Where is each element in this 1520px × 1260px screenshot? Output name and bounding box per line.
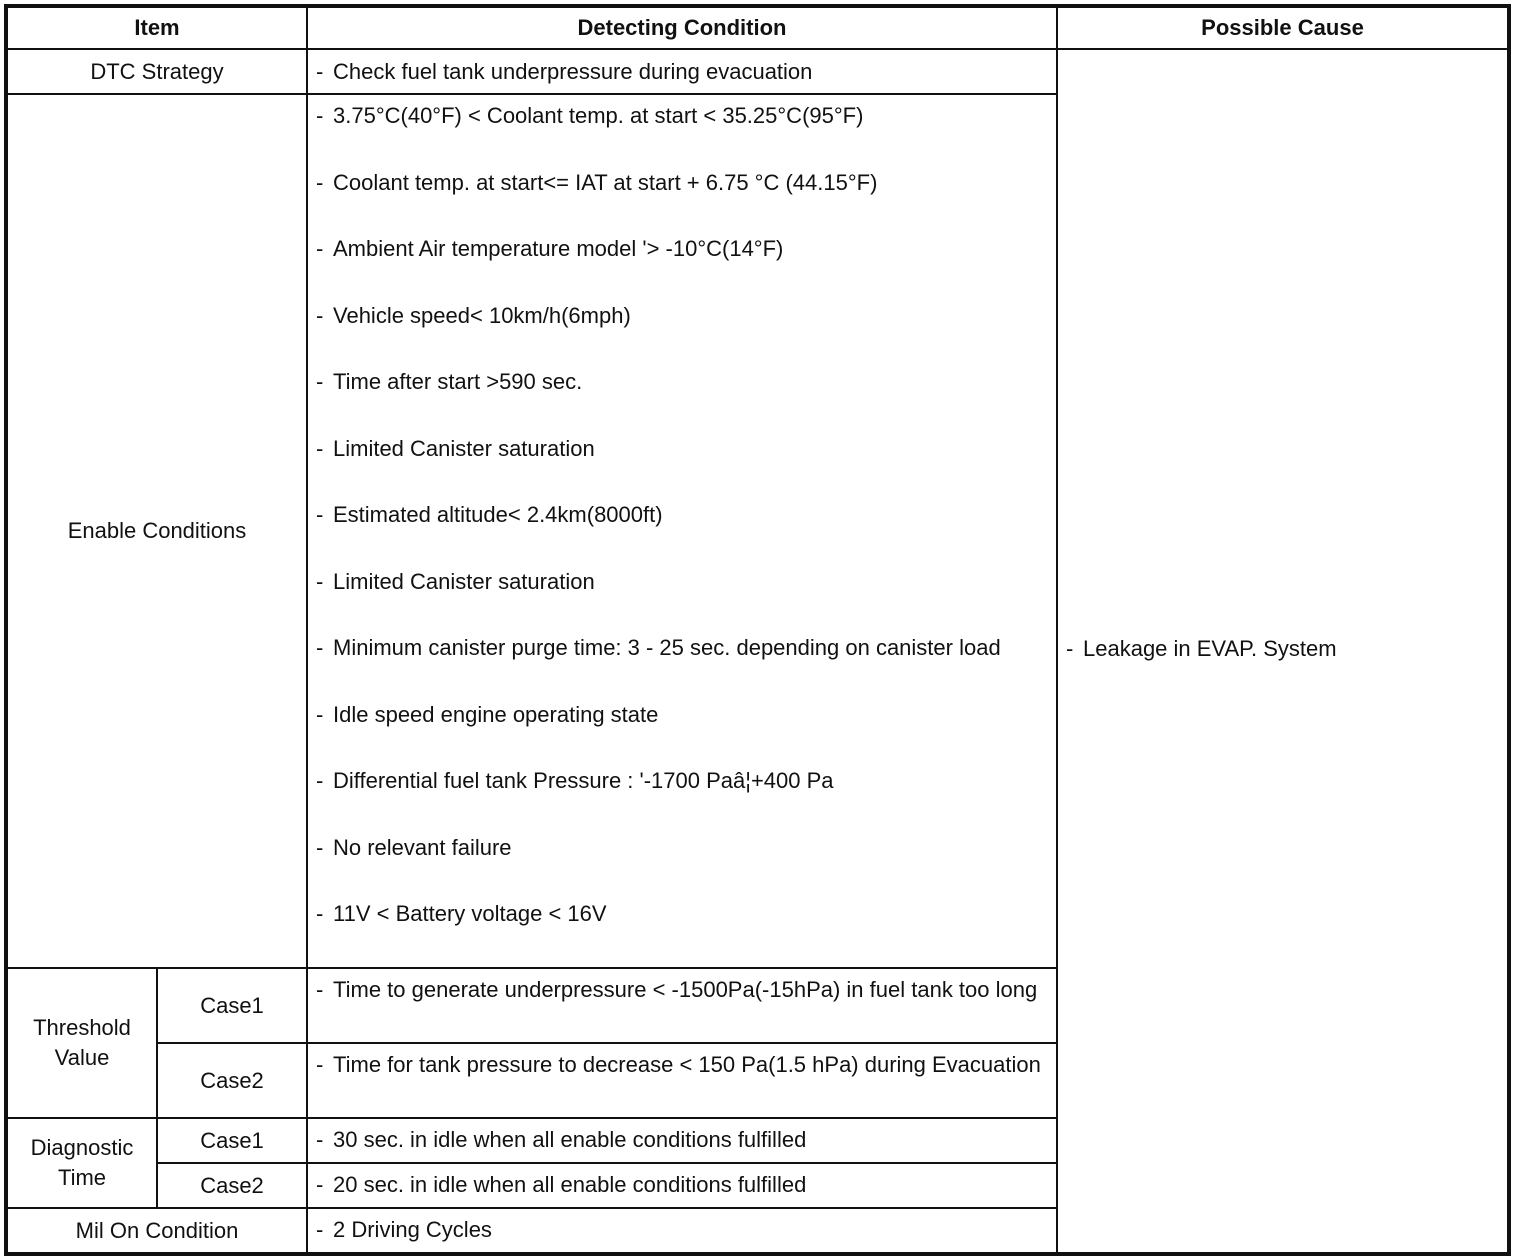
list-item: - No relevant failure bbox=[316, 834, 512, 860]
dtc-strategy-text: Check fuel tank underpressure during evacuation bbox=[333, 59, 813, 84]
threshold-case1-label: Case1 bbox=[157, 968, 307, 1043]
enable-conditions-label: Enable Conditions bbox=[7, 94, 307, 968]
list-item: - Minimum canister purge time: 3 - 25 sec. depending on canister load bbox=[316, 635, 1001, 660]
diagnostic-time-label: Diagnostic Time bbox=[7, 1118, 157, 1208]
header-row bbox=[7, 7, 1508, 49]
threshold-value-label: Threshold Value bbox=[7, 968, 157, 1118]
list-item: - Ambient Air temperature model '> -10°C(14°F) bbox=[316, 236, 784, 261]
list-item: - Vehicle speed< 10km/h(6mph) bbox=[316, 302, 631, 328]
list-item: - Coolant temp. at start<= IAT at start + 6.75 °C (44.15°F) bbox=[316, 169, 878, 195]
list-item: - 11V < Battery voltage < 16V bbox=[316, 901, 607, 926]
list-item: - Estimated altitude< 2.4km(8000ft) bbox=[316, 502, 663, 527]
dtc-strategy-label: DTC Strategy bbox=[7, 49, 307, 94]
list-item: - 3.75°C(40°F) < Coolant temp. at start < 35.25°C(95°F) bbox=[316, 103, 864, 128]
diagnostic-case1-label: Case1 bbox=[157, 1118, 307, 1163]
header-item: Item bbox=[7, 7, 307, 49]
threshold-case2-label: Case2 bbox=[157, 1043, 307, 1118]
dtc-strategy-condition: - Check fuel tank underpressure during evacuation bbox=[307, 49, 1057, 94]
possible-cause-cell: - Leakage in EVAP. System bbox=[1057, 49, 1508, 1253]
diagnostic-case2-condition: - 20 sec. in idle when all enable conditions fulfilled bbox=[307, 1163, 1057, 1208]
possible-cause-text: Leakage in EVAP. System bbox=[1083, 636, 1337, 661]
threshold-case2-condition: - Time for tank pressure to decrease < 150 Pa(1.5 hPa) during Evacuation bbox=[307, 1043, 1057, 1118]
dtc-table bbox=[6, 6, 1509, 1254]
diagnostic-case1-condition: - 30 sec. in idle when all enable conditions fulfilled bbox=[307, 1118, 1057, 1163]
header-detecting-condition: Detecting Condition bbox=[307, 7, 1057, 49]
list-item: - Limited Canister saturation bbox=[316, 435, 595, 461]
threshold-case1-condition: - Time to generate underpressure < -1500Pa(-15hPa) in fuel tank too long bbox=[307, 968, 1057, 1043]
list-item: - Idle speed engine operating state bbox=[316, 701, 659, 727]
diagnostic-case2-label: Case2 bbox=[157, 1163, 307, 1208]
mil-on-condition: - 2 Driving Cycles bbox=[307, 1208, 1057, 1253]
list-item: - Differential fuel tank Pressure : '-1700 Paâ¦+400 Pa bbox=[316, 768, 834, 793]
header-possible-cause: Possible Cause bbox=[1057, 7, 1508, 49]
enable-conditions-list bbox=[307, 94, 1057, 968]
mil-on-label: Mil On Condition bbox=[7, 1208, 307, 1253]
row-dtc-strategy bbox=[7, 49, 1508, 94]
list-item: - Time after start >590 sec. bbox=[316, 369, 583, 394]
list-item: - Limited Canister saturation bbox=[316, 568, 595, 594]
